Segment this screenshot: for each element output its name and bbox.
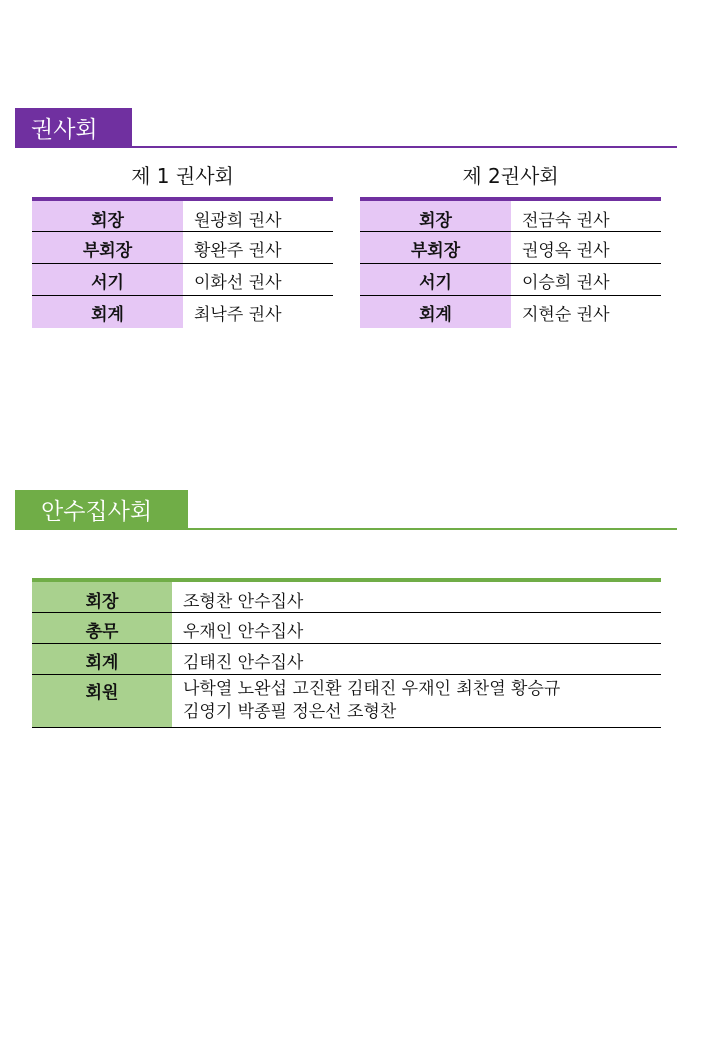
role-cell: 총무	[32, 613, 172, 644]
ansu-section-header	[15, 490, 677, 530]
role-cell: 회계	[32, 296, 183, 328]
role-cell: 회장	[32, 580, 172, 613]
role-cell: 부회장	[360, 232, 511, 264]
table-row	[32, 296, 333, 328]
table-row	[32, 580, 661, 613]
board1-table	[32, 197, 333, 328]
name-cell: 우재인 안수집사	[172, 613, 661, 644]
ansu-table	[32, 578, 661, 728]
ansu-divider	[15, 528, 677, 530]
name-cell: 최낙주 권사	[194, 305, 282, 325]
members-line-2: 김영기 박종필 정은선 조형찬	[183, 702, 397, 722]
role-cell: 서기	[32, 264, 183, 296]
members-line-1: 나학열 노완섭 고진환 김태진 우재인 최찬열 황승규	[183, 679, 561, 699]
name-cell: 지현순 권사	[522, 305, 610, 325]
name-cell: 황완주 권사	[183, 232, 333, 264]
name-cell: 김태진 안수집사	[172, 644, 661, 675]
kwonsa-section-title: 권사회	[15, 108, 132, 146]
role-cell: 회계	[32, 644, 172, 675]
role-cell: 회원	[32, 675, 172, 728]
name-cell: 조형찬 안수집사	[172, 580, 661, 613]
table-row	[32, 613, 661, 644]
role-cell: 서기	[360, 264, 511, 296]
table-row	[32, 675, 661, 728]
name-cell: 이승희 권사	[511, 264, 661, 296]
board2-title: 제 2권사회	[462, 164, 559, 188]
table-row	[360, 232, 661, 264]
table-row	[360, 296, 661, 328]
table-row	[32, 264, 333, 296]
role-cell: 회계	[360, 296, 511, 328]
table-row	[360, 199, 661, 232]
name-cell: 원광희 권사	[183, 199, 333, 232]
name-cell: 권영옥 권사	[511, 232, 661, 264]
members-cell	[172, 675, 661, 728]
kwonsa-section-header	[15, 108, 677, 148]
role-cell: 회장	[360, 199, 511, 232]
board2-table	[360, 197, 661, 328]
name-cell: 이화선 권사	[183, 264, 333, 296]
board1-title: 제 1 권사회	[131, 164, 234, 188]
table-row	[32, 232, 333, 264]
ansu-section-title: 안수집사회	[15, 490, 188, 528]
table-row	[32, 644, 661, 675]
role-cell: 부회장	[32, 232, 183, 264]
role-cell: 회장	[32, 199, 183, 232]
table-row	[360, 264, 661, 296]
kwonsa-divider	[15, 146, 677, 148]
table-row	[32, 199, 333, 232]
name-cell: 전금숙 권사	[511, 199, 661, 232]
